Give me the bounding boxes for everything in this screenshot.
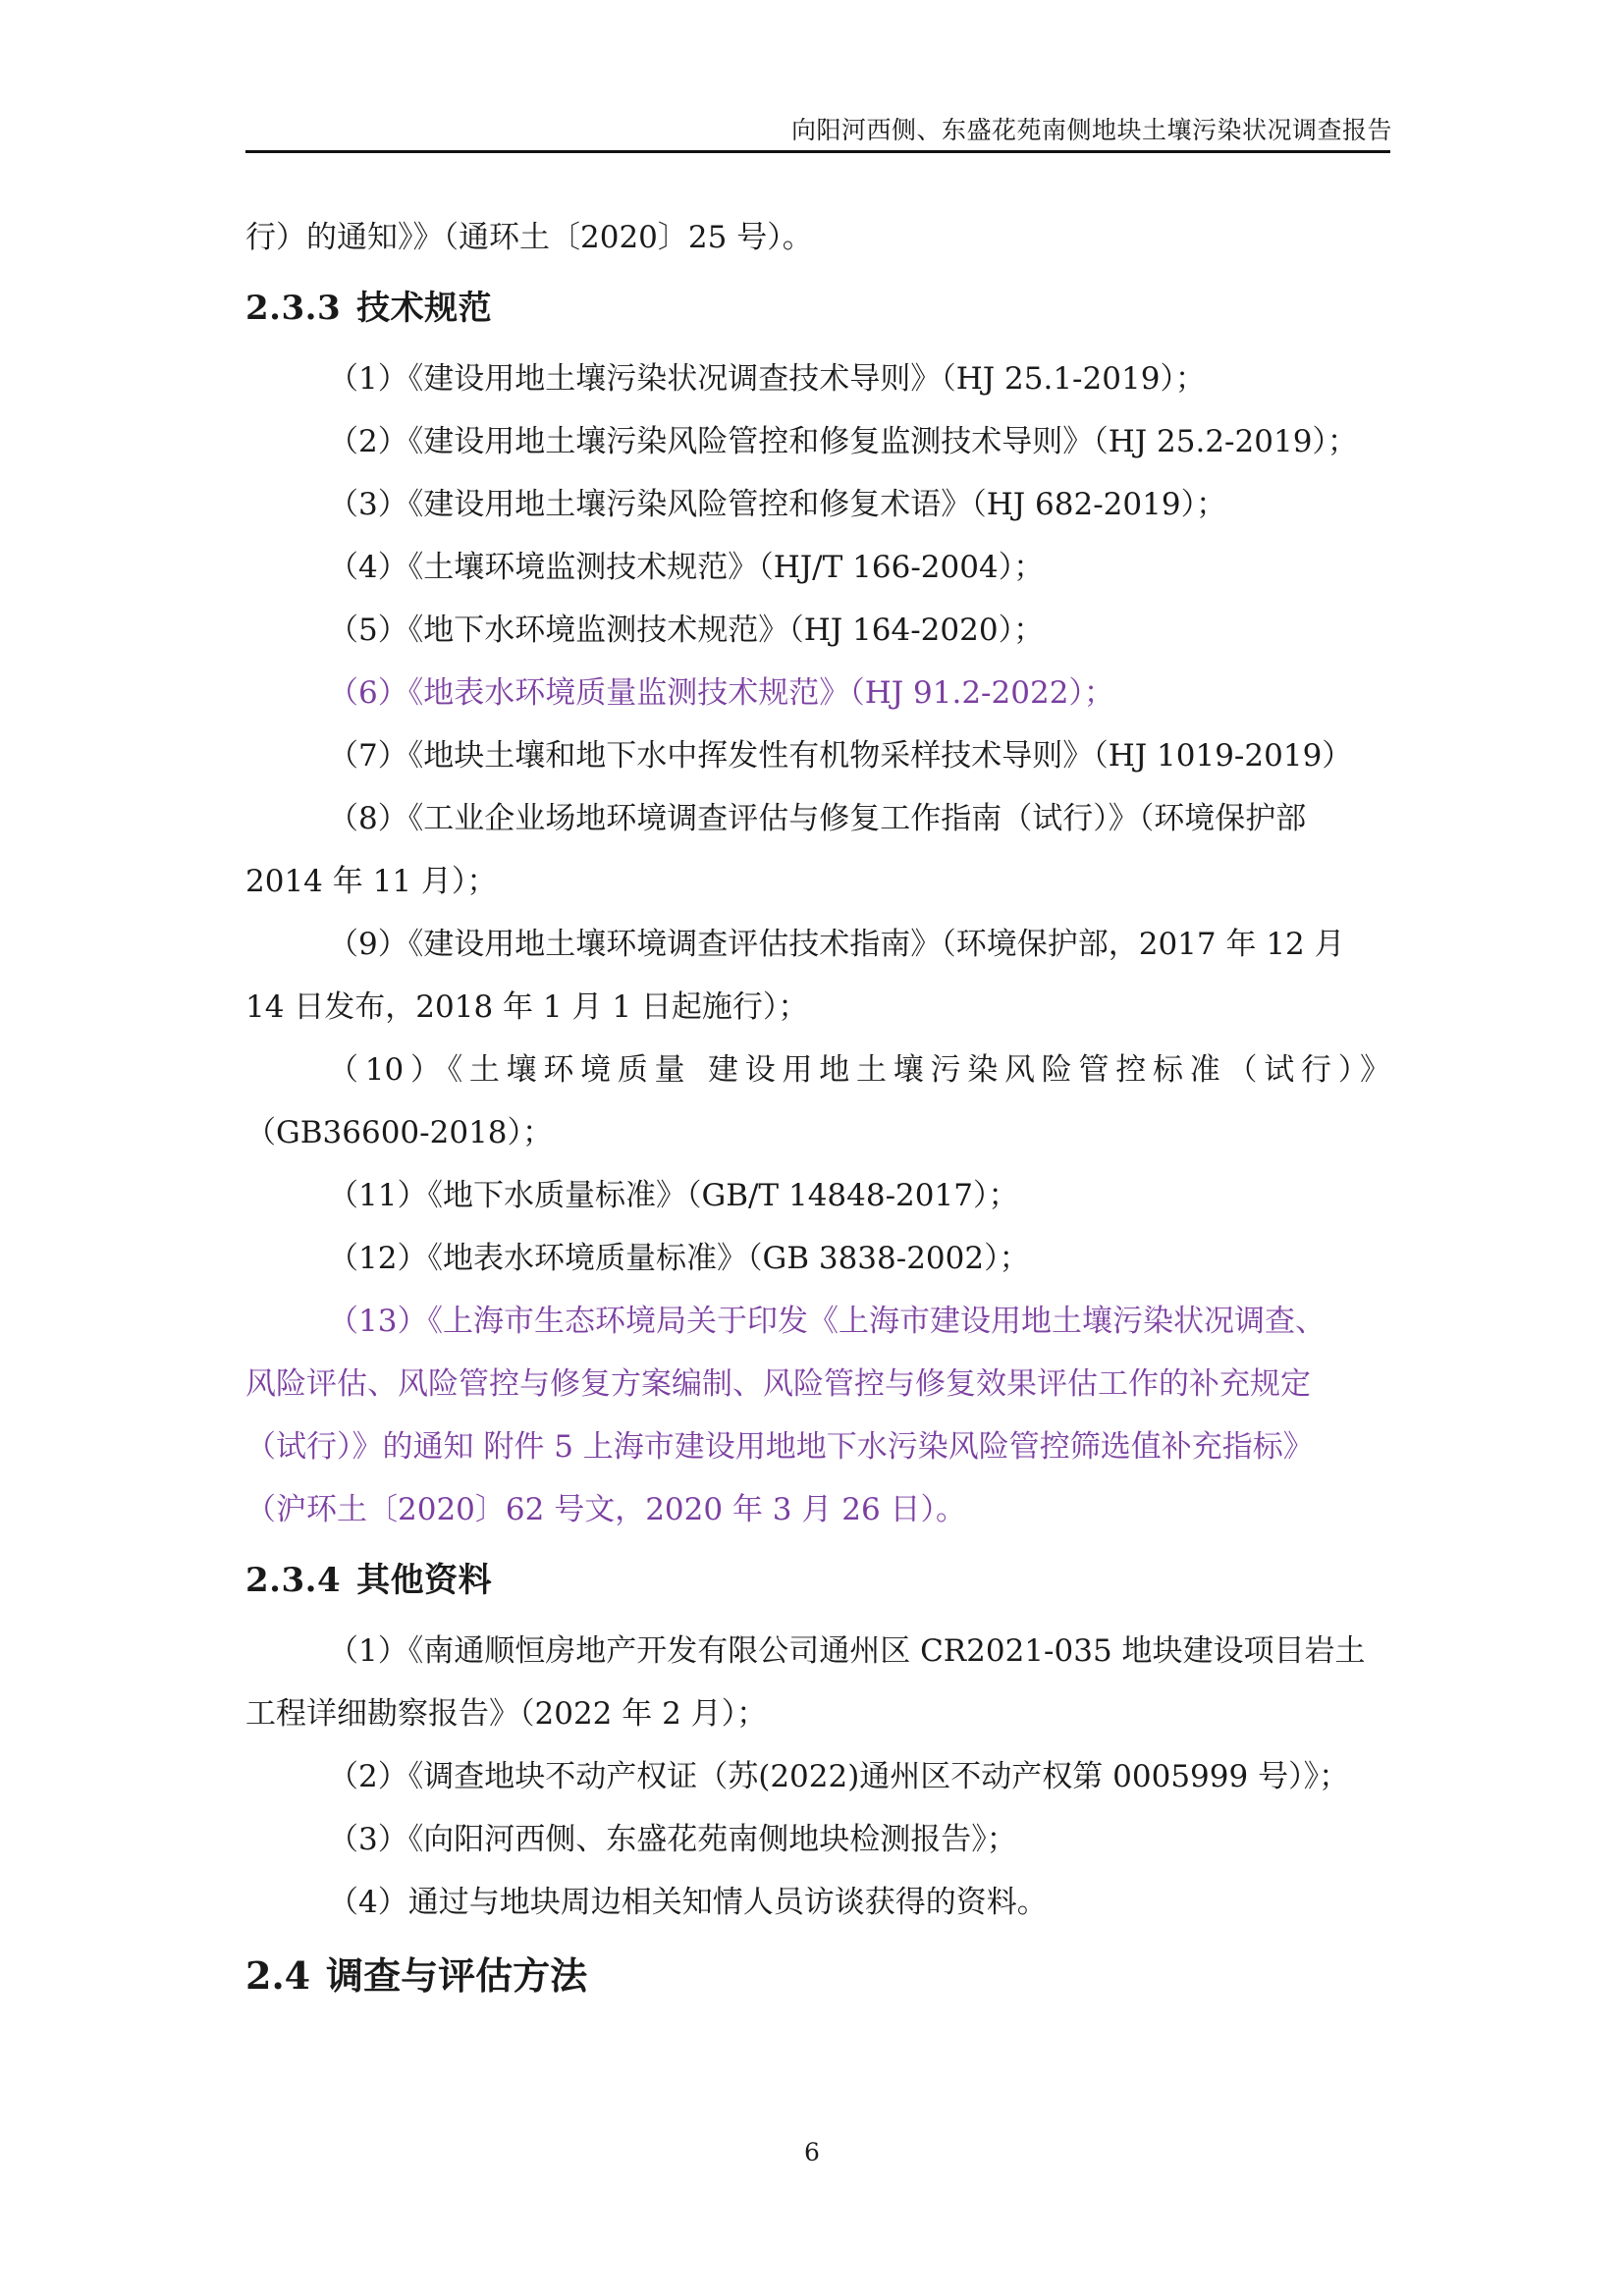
list-item-9-line-2: 14 日发布，2018 年 1 月 1 日起施行）； bbox=[245, 989, 809, 1025]
list-item-8-line-2: 2014 年 11 月）； bbox=[245, 864, 498, 899]
other-item-1-line-1: （1）《南通顺恒房地产开发有限公司通州区 CR2021-035 地块建设项目岩土 bbox=[328, 1633, 1366, 1669]
list-item-9-line-1: （9）《建设用地土壤环境调查评估技术指南》（环境保护部，2017 年 12 月 bbox=[328, 927, 1345, 962]
list-item: （4）通过与地块周边相关知情人员访谈获得的资料。 bbox=[328, 1885, 1048, 1920]
section-title: 技术规范 bbox=[356, 289, 493, 328]
document-body bbox=[245, 206, 1390, 2018]
list-item: （3）《建设用地土壤污染风险管控和修复术语》（HJ 682-2019）； bbox=[328, 487, 1227, 522]
list-item-10-line-1: （10）《土壤环境质量 建设用地土壤污染风险管控标准（试行）》 bbox=[328, 1052, 1390, 1088]
section-2-3-4-heading bbox=[245, 1541, 1390, 1620]
list-item-8-line-1: （8）《工业企业场地环境调查评估与修复工作指南（试行）》（环境保护部 bbox=[328, 801, 1307, 836]
section-2-3-3-heading bbox=[245, 269, 1390, 347]
list-item-10-line-2: （GB36600-2018）； bbox=[245, 1115, 554, 1150]
list-item: （11）《地下水质量标准》（GB/T 14848-2017）； bbox=[328, 1178, 1019, 1213]
continuation-line: 行）的通知》》（通环土〔2020〕25 号）。 bbox=[245, 220, 813, 255]
list-item: （3）《向阳河西侧、东盛花苑南侧地块检测报告》； bbox=[328, 1822, 1017, 1857]
section-title: 调查与评估方法 bbox=[326, 1953, 588, 1998]
list-item-13-line-2: 风险评估、风险管控与修复方案编制、风险管控与修复效果评估工作的补充规定 bbox=[245, 1366, 1311, 1402]
header-divider bbox=[245, 150, 1390, 153]
list-item: （4）《土壤环境监测技术规范》（HJ/T 166-2004）； bbox=[328, 550, 1045, 585]
section-number: 2.4 bbox=[245, 1953, 311, 1998]
section-number: 2.3.3 bbox=[245, 289, 342, 328]
list-item: （1）《建设用地土壤污染状况调查技术导则》（HJ 25.1-2019）； bbox=[328, 361, 1206, 397]
list-item-13-line-4: （沪环土〔2020〕62 号文，2020 年 3 月 26 日）。 bbox=[245, 1492, 967, 1527]
section-number: 2.3.4 bbox=[245, 1561, 342, 1600]
list-item-highlighted: （6）《地表水环境质量监测技术规范》（HJ 91.2-2022）； bbox=[328, 675, 1114, 711]
list-item: （2）《调查地块不动产权证（苏(2022)通州区不动产权第 0005999 号）》； bbox=[328, 1759, 1350, 1794]
page-number: 6 bbox=[804, 2138, 820, 2166]
list-item-13-line-1: （13）《上海市生态环境局关于印发《上海市建设用地土壤污染状况调查、 bbox=[328, 1304, 1326, 1339]
list-item: （5）《地下水环境监测技术规范》（HJ 164-2020）； bbox=[328, 613, 1045, 648]
section-title: 其他资料 bbox=[356, 1561, 493, 1600]
header-title: 向阳河西侧、东盛花苑南侧地块土壤污染状况调查报告 bbox=[790, 116, 1392, 144]
other-item-1-line-2: 工程详细勘察报告》（2022 年 2 月）； bbox=[245, 1696, 768, 1732]
list-item: （7）《地块土壤和地下水中挥发性有机物采样技术导则》（HJ 1019-2019） bbox=[328, 738, 1353, 774]
list-item-13-line-3: （试行）》的通知 附件 5 上海市建设用地地下水污染风险管控筛选值补充指标》 bbox=[245, 1429, 1314, 1465]
list-item: （2）《建设用地土壤污染风险管控和修复监测技术导则》（HJ 25.2-2019）； bbox=[328, 424, 1358, 459]
section-2-4-heading bbox=[245, 1934, 1390, 2018]
list-item: （12）《地表水环境质量标准》（GB 3838-2002）； bbox=[328, 1241, 1030, 1276]
